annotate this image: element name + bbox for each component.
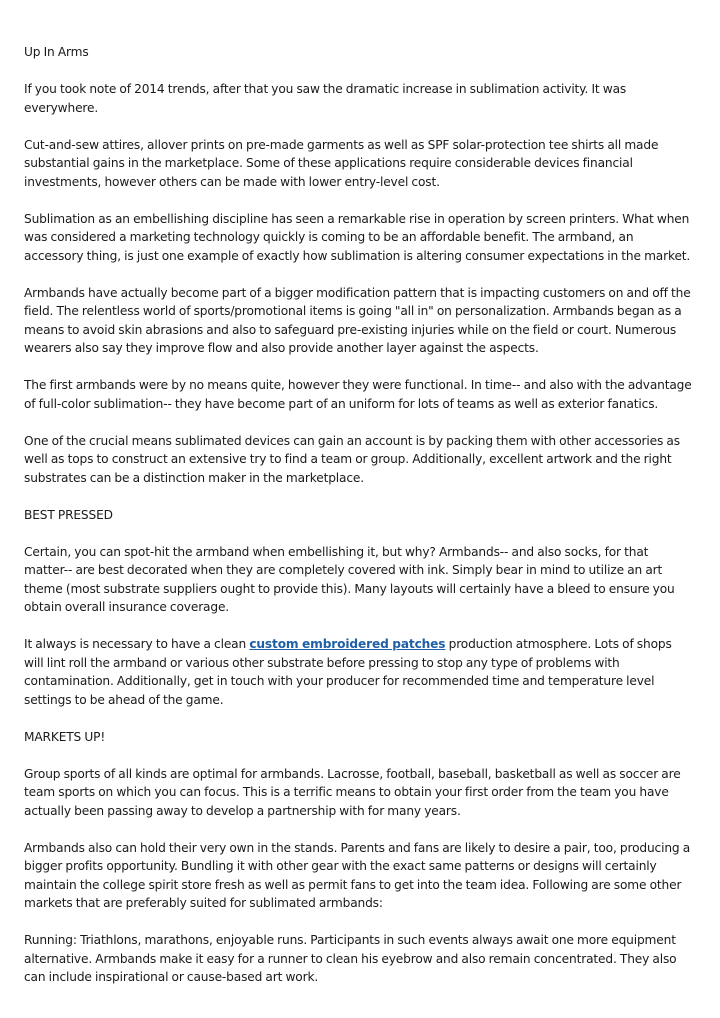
custom-embroidered-patches-link[interactable]: custom embroidered patches — [249, 637, 446, 651]
paragraph-spot-hit: Certain, you can spot-hit the armband when embellishing it, but why? Armbands-- and also socks, for that matter-- are best decorated when they are completely covered with ink. Simply bear in mind to utilize an art theme (most substrate suppliers ought to provide this). Many layouts will certainly have a bleed to ensure you obtain overall insurance coverage. — [24, 544, 675, 614]
section-heading-best-pressed: BEST PRESSED — [24, 507, 113, 522]
document-title: Up In Arms — [24, 45, 89, 59]
document-body — [24, 43, 694, 1005]
paragraph-trends: If you took note of 2014 trends, after that you saw the dramatic increase in sublimation activity. It was everywhere. — [24, 82, 627, 115]
paragraph-sublimated-devices: One of the crucial means sublimated devices can gain an account is by packing them with other accessories as well as tops to construct an extensive try to find a team or group. Additionally, excellent artwork and the right substrates can be a distinction maker in the marketplace. — [24, 433, 680, 485]
paragraph-clean-production — [24, 635, 694, 709]
section-heading-markets-up: MARKETS UP! — [24, 729, 106, 744]
paragraph-first-armbands: The first armbands were by no means quite, however they were functional. In time-- and also with the advantage of full-color sublimation-- they have become part of an uniform for lots of teams as well as exterior fanatics. — [24, 378, 692, 411]
paragraph-stands: Armbands also can hold their very own in the stands. Parents and fans are likely to desire a pair, too, producing a bigger profits opportunity. Bundling it with other gear with the exact same patterns or designs will certainly maintain the college spirit store fresh as well as permit fans to get into the team idea. Following are some other markets that are preferably suited for sublimated armbands: — [24, 840, 691, 910]
paragraph-running: Running: Triathlons, marathons, enjoyable runs. Participants in such events always await one more equipment alternative. Armbands make it easy for a runner to clean his eyebrow and also remain concentrated. They also can include inspirational or cause-based art work. — [24, 933, 677, 984]
paragraph-group-sports: Group sports of all kinds are optimal for armbands. Lacrosse, football, baseball, basketball as well as soccer are team sports on which you can focus. This is a terrific means to obtain your first order from the team you have actually been passing away to develop a partnership with for many years. — [24, 766, 681, 818]
paragraph-cut-and-sew: Cut-and-sew attires, allover prints on pre-made garments as well as SPF solar-protection tee shirts all made substantial gains in the marketplace. Some of these applications require considerable devices financial investments, however others can be made with lower entry-level cost. — [24, 137, 659, 189]
paragraph-clean-production-start: It always is necessary to have a clean — [24, 637, 250, 651]
paragraph-sublimation-discipline: Sublimation as an embellishing discipline has seen a remarkable rise in operation by screen printers. What when was considered a marketing technology quickly is coming to be an affordable benefit. The armband, an accessory thing, is just one example of exactly how sublimation is altering consumer expectations in the market. — [24, 211, 691, 263]
paragraph-clean-production-end: production atmosphere. Lots of shops will lint roll the armband or various other substrate before pressing to stop any type of problems with contamination. Additionally, get in touch with your producer for recommended time and temperature level settings to be ahead of the game. — [24, 637, 672, 707]
paragraph-armbands-modification: Armbands have actually become part of a bigger modification pattern that is impacting customers on and off the field. The relentless world of sports/promotional items is going "all in" on personalization. Armbands began as a means to avoid skin abrasions and also to safeguard pre-existing injuries while on the field or court. Numerous wearers also say they improve flow and also provide another layer against the aspects. — [24, 285, 691, 355]
